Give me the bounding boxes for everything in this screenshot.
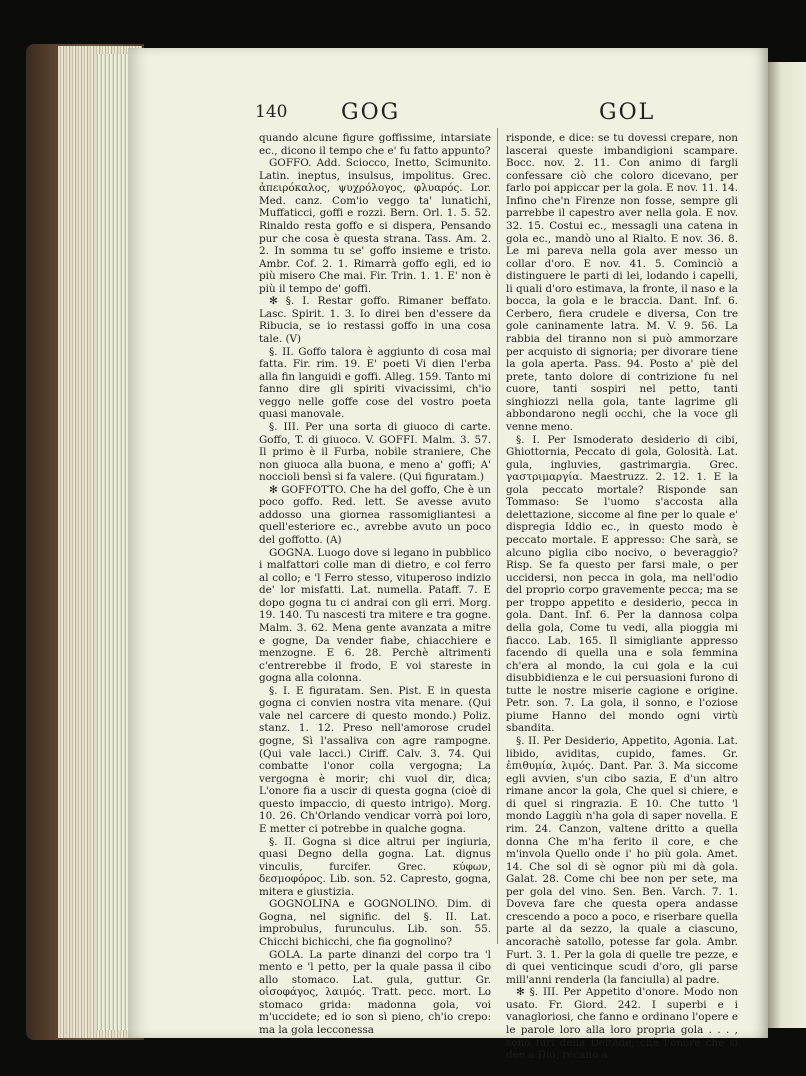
entry-gola: GOLA. La parte dinanzi del corpo tra 'l mento e 'l petto, per la quale passa il cibo allo stomaco. Lat. gula, guttur. Gr. οἰσοφάγος, λαιμός. Tratt. pecc. mort. Lo stomaco grida: madonna gola, voi m'uccidete; ed io son sì pieno, ch'io crepo: ma la gola lecconessa	[259, 948, 491, 1036]
entry-goffotto: ✻ GOFFOTTO. Che ha del goffo, Che è un poco goffo. Red. lett. Se avesse avuto addosso una giornea rassomigliantesi a quell'esteriore ec., avrebbe avuto un poco del goffotto. (A)	[259, 483, 491, 546]
entry-paragraph: §. I. Per Ismoderato desiderio di cibi, Ghiottornia, Peccato di gola, Golosità. Lat. gula, ingluvies, gastrimargia. Grec. γαστριμαργία. Maestruzz. 2. 12. 1. E la gola peccato mortale? Risponde san Tommaso: Se l'uomo s'accosta alla delettazione, siccome al fine per lo quale e' dispregia Iddio ec., in questo modo è peccato mortale. E appresso: Che sarà, se alcuno piglia cibo nocivo, o beveraggio? Risp. Se fa questo per farsi male, o per uccidersi, non pecca in gola, ma nell'odio del proprio corpo gravemente pecca; ma se per troppo appetito e desiderio, pecca in gola. Dant. Inf. 6. Per la dannosa colpa della gola, Come tu vedi, alla pioggia mi fiacco. Lab. 165. Il simigliante appresso facendo di quella una e sola femmina ch'era al mondo, la cui gola e la cui disubbidienza e le cui persuasioni furono di tutte le nostre miserie cagione e origine. Petr. son. 7. La gola, il sonno, e l'oziose piume Hanno del mondo ogni virtù sbandita.	[506, 433, 738, 735]
entry-paragraph: quando alcune figure goffissime, intarsiate ec., dicono il tempo che e' fu fatto appunto?	[259, 132, 491, 157]
page-number: 140	[255, 102, 288, 122]
entry-paragraph: ✻ §. III. Per Appetito d'onore. Modo non usato. Fr. Giord. 242. I superbi e i vanagloriosi, che fanno e ordinano l'opere e le parole loro alla loro propria gola . . . , sono furi della Deitade; chè l'onore che si dee a Dio, recano a	[506, 986, 738, 1062]
right-column	[506, 132, 738, 1062]
headword-left: GOG	[341, 100, 401, 125]
entry-gogna: GOGNA. Luogo dove si legano in pubblico i malfattori colle man di dietro, e col ferro al collo; e 'l Ferro stesso, vituperoso indizio de' lor misfatti. Lat. numella. Pataff. 7. E dopo gogna tu ci andrai con gli erri. Morg. 19. 140. Tu nascesti tra mitere e tra gogne. Malm. 3. 62. Mena gente avanzata a mitre e gogne, Da vender fiabe, chiacchiere e menzogne. E 6. 28. Perchè altrimenti c'entrerebbe il frodo, E voi stareste in gogna alla colonna.	[259, 546, 491, 685]
entry-gognolina: GOGNOLINA e GOGNOLINO. Dim. di Gogna, nel signific. del §. II. Lat. improbulus, furunculus. Lib. son. 55. Chicchi bichicchi, che fia gognolino?	[259, 898, 491, 948]
column-divider	[497, 128, 498, 944]
left-column	[259, 132, 491, 1036]
entry-goffo: GOFFO. Add. Sciocco, Inetto, Scimunito. Latin. ineptus, insulsus, impolitus. Grec. ἀπειρόκαλος, ψυχρόλογος, φλυαρός. Lor. Med. canz. Com'io veggo ta' lunatichi, Muffaticci, goffi e rozzi. Bern. Orl. 1. 5. 52. Rinaldo resta goffo e si dispera, Pensando pur che cosa è questa strana. Tass. Am. 2. 2. In somma tu se' goffo insieme e tristo. Ambr. Cof. 2. 1. Rimarrà goffo egli, ed io più misero Che mai. Fir. Trin. 1. 1. E' non è più il tempo de' goffi.	[259, 157, 491, 295]
entry-paragraph: §. III. Per una sorta di giuoco di carte. Goffo, T. di giuoco. V. GOFFI. Malm. 3. 57. Il primo è il Furba, nobile straniere, Che non giuoca alla buona, e meno a' goffi; A' noccioli bensì si fa valere. (Qui figuratam.)	[259, 420, 491, 484]
entry-paragraph: ✻ §. I. Restar goffo. Rimaner beffato. Lasc. Spirit. 1. 3. Io direi ben d'essere da Ribucia, se io restassi goffo in una cosa tale. (V)	[259, 295, 491, 345]
headword-right: GOL	[599, 100, 656, 125]
entry-paragraph: §. I. E figuratam. Sen. Pist. E in questa gogna ci convien nostra vita menare. (Qui vale nel carcere di questo mondo.) Poliz. stanz. 1. 12. Preso nell'amorose crudel gogne, Sì l'assaliva con agre rampogne. (Qui vale lacci.) Ciriff. Calv. 3. 74. Qui combatte l'onor colla vergogna; La vergogna è morir; chi vuol dir, dica; L'onore fia a uscir di questa gogna (cioè di questo impaccio, di questo intrigo). Morg. 10. 26. Ch'Orlando vendicar vorrà poi loro, E metter ci potrebbe in qualche gogna.	[259, 684, 491, 835]
entry-paragraph: §. II. Gogna si dice altrui per ingiuria, quasi Degno della gogna. Lat. dignus vinculis, furcifer. Grec. κύφων, δεσμοφόρος. Lib. son. 52. Capresto, gogna, mitera e giustizia.	[259, 835, 491, 898]
entry-paragraph: §. II. Goffo talora è aggiunto di cosa mal fatta. Fir. rim. 19. E' poeti Vi dien l'erba alla fin languidi e goffi. Alleg. 159. Tanto mi fanno dire gli spiriti vivacissimi, ch'io veggo nelle goffe cose del vostro poeta quasi manovale.	[259, 345, 491, 421]
running-header	[255, 100, 703, 132]
facing-page-edge	[768, 62, 806, 1028]
entry-paragraph: risponde, e dice: se tu dovessi crepare, non lascerai queste imbandigioni scampare. Bocc. nov. 2. 11. Con animo di fargli confessare ciò che coloro dicevano, per farlo poi appiccar per la gola. E nov. 11. 14. Infino che'n Firenze non fosse, sempre gli parrebbe il capestro aver nella gola. E nov. 32. 15. Costui ec., messagli una catena in gola ec., mandò uno al Rialto. E nov. 36. 8. Le mi pareva nella gola aver messo un collar d'oro. E nov. 41. 5. Cominciò a distinguere le parti di lei, lodando i capelli, li quali d'oro estimava, la fronte, il naso e la bocca, la gola e le braccia. Dant. Inf. 6. Cerbero, fiera crudele e diversa, Con tre gole caninamente latra. M. V. 9. 56. La rabbia del tiranno non si può ammorzare per acquisto di signoria; per divorare tiene la gola aperta. Pass. 94. Posto a' piè del prete, tanto dolore di contrizione fu nel cuore, tanti sospiri nel petto, tanti singhiozzi nella gola, tante lagrime gli abbondarono negli occhi, che la voce gli venne meno.	[506, 132, 738, 433]
entry-paragraph: §. II. Per Desiderio, Appetito, Agonia. Lat. libido, aviditas, cupido, fames. Gr. ἐπιθυμία, λιμός. Dant. Par. 3. Ma siccome egli avvien, s'un cibo sazia, E d'un altro rimane ancor la gola, Che quel si chiere, e di quel si ringrazia. E 10. Che tutto 'l mondo Laggiù n'ha gola di saper novella. E rim. 24. Canzon, valtene dritto a quella donna Che m'ha ferito il core, e che m'invola Quello onde i' ho più gola. Amet. 14. Che sol di sè ognor più mi dà gola. Galat. 28. Come chi bee non per sete, ma per gola del vino. Sen. Ben. Varch. 7. 1. Doveva fare che questa opera andasse crescendo a poco a poco, e riserbare quella parte al da sezzo, la quale a ciascuno, ancorachè satollo, potesse far gola. Ambr. Furt. 3. 1. Per la gola di quelle tre pezze, e di quei venticinque scudi d'oro, gli parse mill'anni renderla (la fanciulla) al padre.	[506, 735, 738, 986]
